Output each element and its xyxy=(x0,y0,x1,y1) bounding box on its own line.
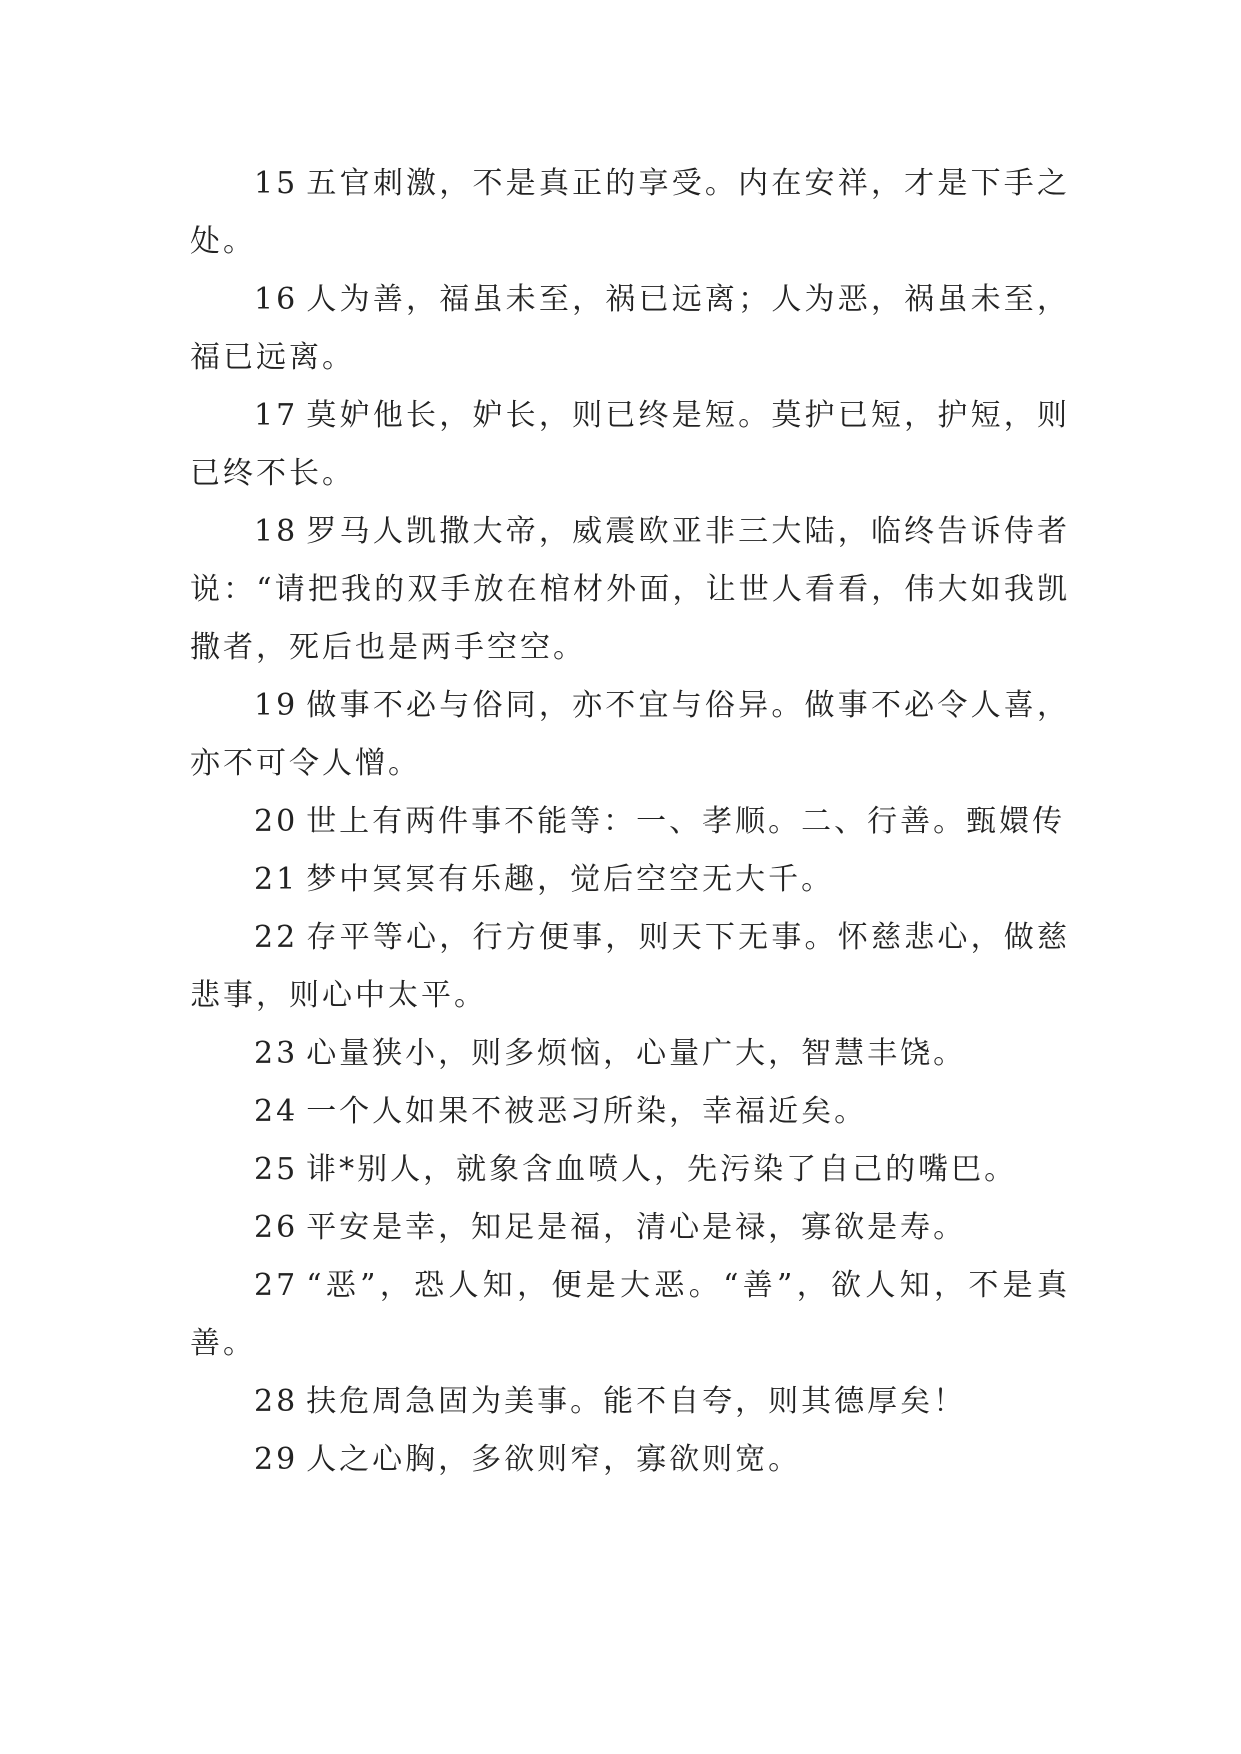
paragraph-text: 做事不必与俗同，亦不宜与俗异。做事不必令人喜，亦不可令人憎。 xyxy=(190,688,1070,781)
paragraph-26 xyxy=(190,1199,1070,1257)
paragraph-number: 18 xyxy=(254,514,299,549)
paragraph-20 xyxy=(190,793,1070,851)
paragraph-text: 罗马人凯撒大帝，威震欧亚非三大陆，临终告诉侍者说：“请把我的双手放在棺材外面，让世人看看，伟大如我凯撒者，死后也是两手空空。 xyxy=(190,514,1070,665)
paragraph-text: 一个人如果不被恶习所染，幸福近矣。 xyxy=(306,1094,868,1129)
paragraph-text: 梦中冥冥有乐趣，觉后空空无大千。 xyxy=(306,862,835,897)
paragraph-text: 平安是幸，知足是福，清心是禄，寡欲是寿。 xyxy=(306,1210,967,1245)
paragraph-17 xyxy=(190,387,1070,503)
paragraph-number: 21 xyxy=(254,862,299,897)
paragraph-21 xyxy=(190,851,1070,909)
paragraph-number: 15 xyxy=(254,166,299,201)
paragraph-number: 28 xyxy=(254,1384,299,1419)
paragraph-27 xyxy=(190,1257,1070,1373)
paragraph-number: 25 xyxy=(254,1152,299,1187)
paragraph-text: 人之心胸，多欲则窄，寡欲则宽。 xyxy=(306,1442,802,1477)
paragraph-number: 17 xyxy=(254,398,299,433)
paragraph-text: 心量狭小，则多烦恼，心量广大，智慧丰饶。 xyxy=(306,1036,967,1071)
paragraph-29 xyxy=(190,1431,1070,1489)
document-body xyxy=(190,155,1070,1489)
paragraph-text: 诽*别人，就象含血喷人，先污染了自己的嘴巴。 xyxy=(306,1152,1018,1187)
paragraph-text: 世上有两件事不能等：一、孝顺。二、行善。甄嬛传 xyxy=(306,804,1066,839)
paragraph-28 xyxy=(190,1373,1070,1431)
paragraph-text: 存平等心，行方便事，则天下无事。怀慈悲心，做慈悲事，则心中太平。 xyxy=(190,920,1070,1013)
paragraph-text: 人为善，福虽未至，祸已远离；人为恶，祸虽未至，福已远离。 xyxy=(190,282,1070,375)
paragraph-23 xyxy=(190,1025,1070,1083)
paragraph-text: “恶”，恐人知，便是大恶。“善”，欲人知，不是真善。 xyxy=(190,1268,1070,1361)
paragraph-16 xyxy=(190,271,1070,387)
paragraph-25 xyxy=(190,1141,1070,1199)
paragraph-number: 22 xyxy=(254,920,299,955)
paragraph-number: 23 xyxy=(254,1036,299,1071)
paragraph-number: 24 xyxy=(254,1094,299,1129)
paragraph-15 xyxy=(190,155,1070,271)
paragraph-number: 27 xyxy=(254,1268,299,1303)
paragraph-number: 20 xyxy=(254,804,299,839)
paragraph-number: 29 xyxy=(254,1442,299,1477)
paragraph-19 xyxy=(190,677,1070,793)
paragraph-number: 19 xyxy=(254,688,299,723)
paragraph-number: 16 xyxy=(254,282,299,317)
paragraph-text: 五官刺激，不是真正的享受。内在安祥，才是下手之处。 xyxy=(190,166,1070,259)
paragraph-text: 莫妒他长，妒长，则已终是短。莫护已短，护短，则已终不长。 xyxy=(190,398,1070,491)
paragraph-18 xyxy=(190,503,1070,677)
paragraph-24 xyxy=(190,1083,1070,1141)
paragraph-22 xyxy=(190,909,1070,1025)
paragraph-text: 扶危周急固为美事。能不自夸，则其德厚矣！ xyxy=(306,1384,967,1419)
paragraph-number: 26 xyxy=(254,1210,299,1245)
